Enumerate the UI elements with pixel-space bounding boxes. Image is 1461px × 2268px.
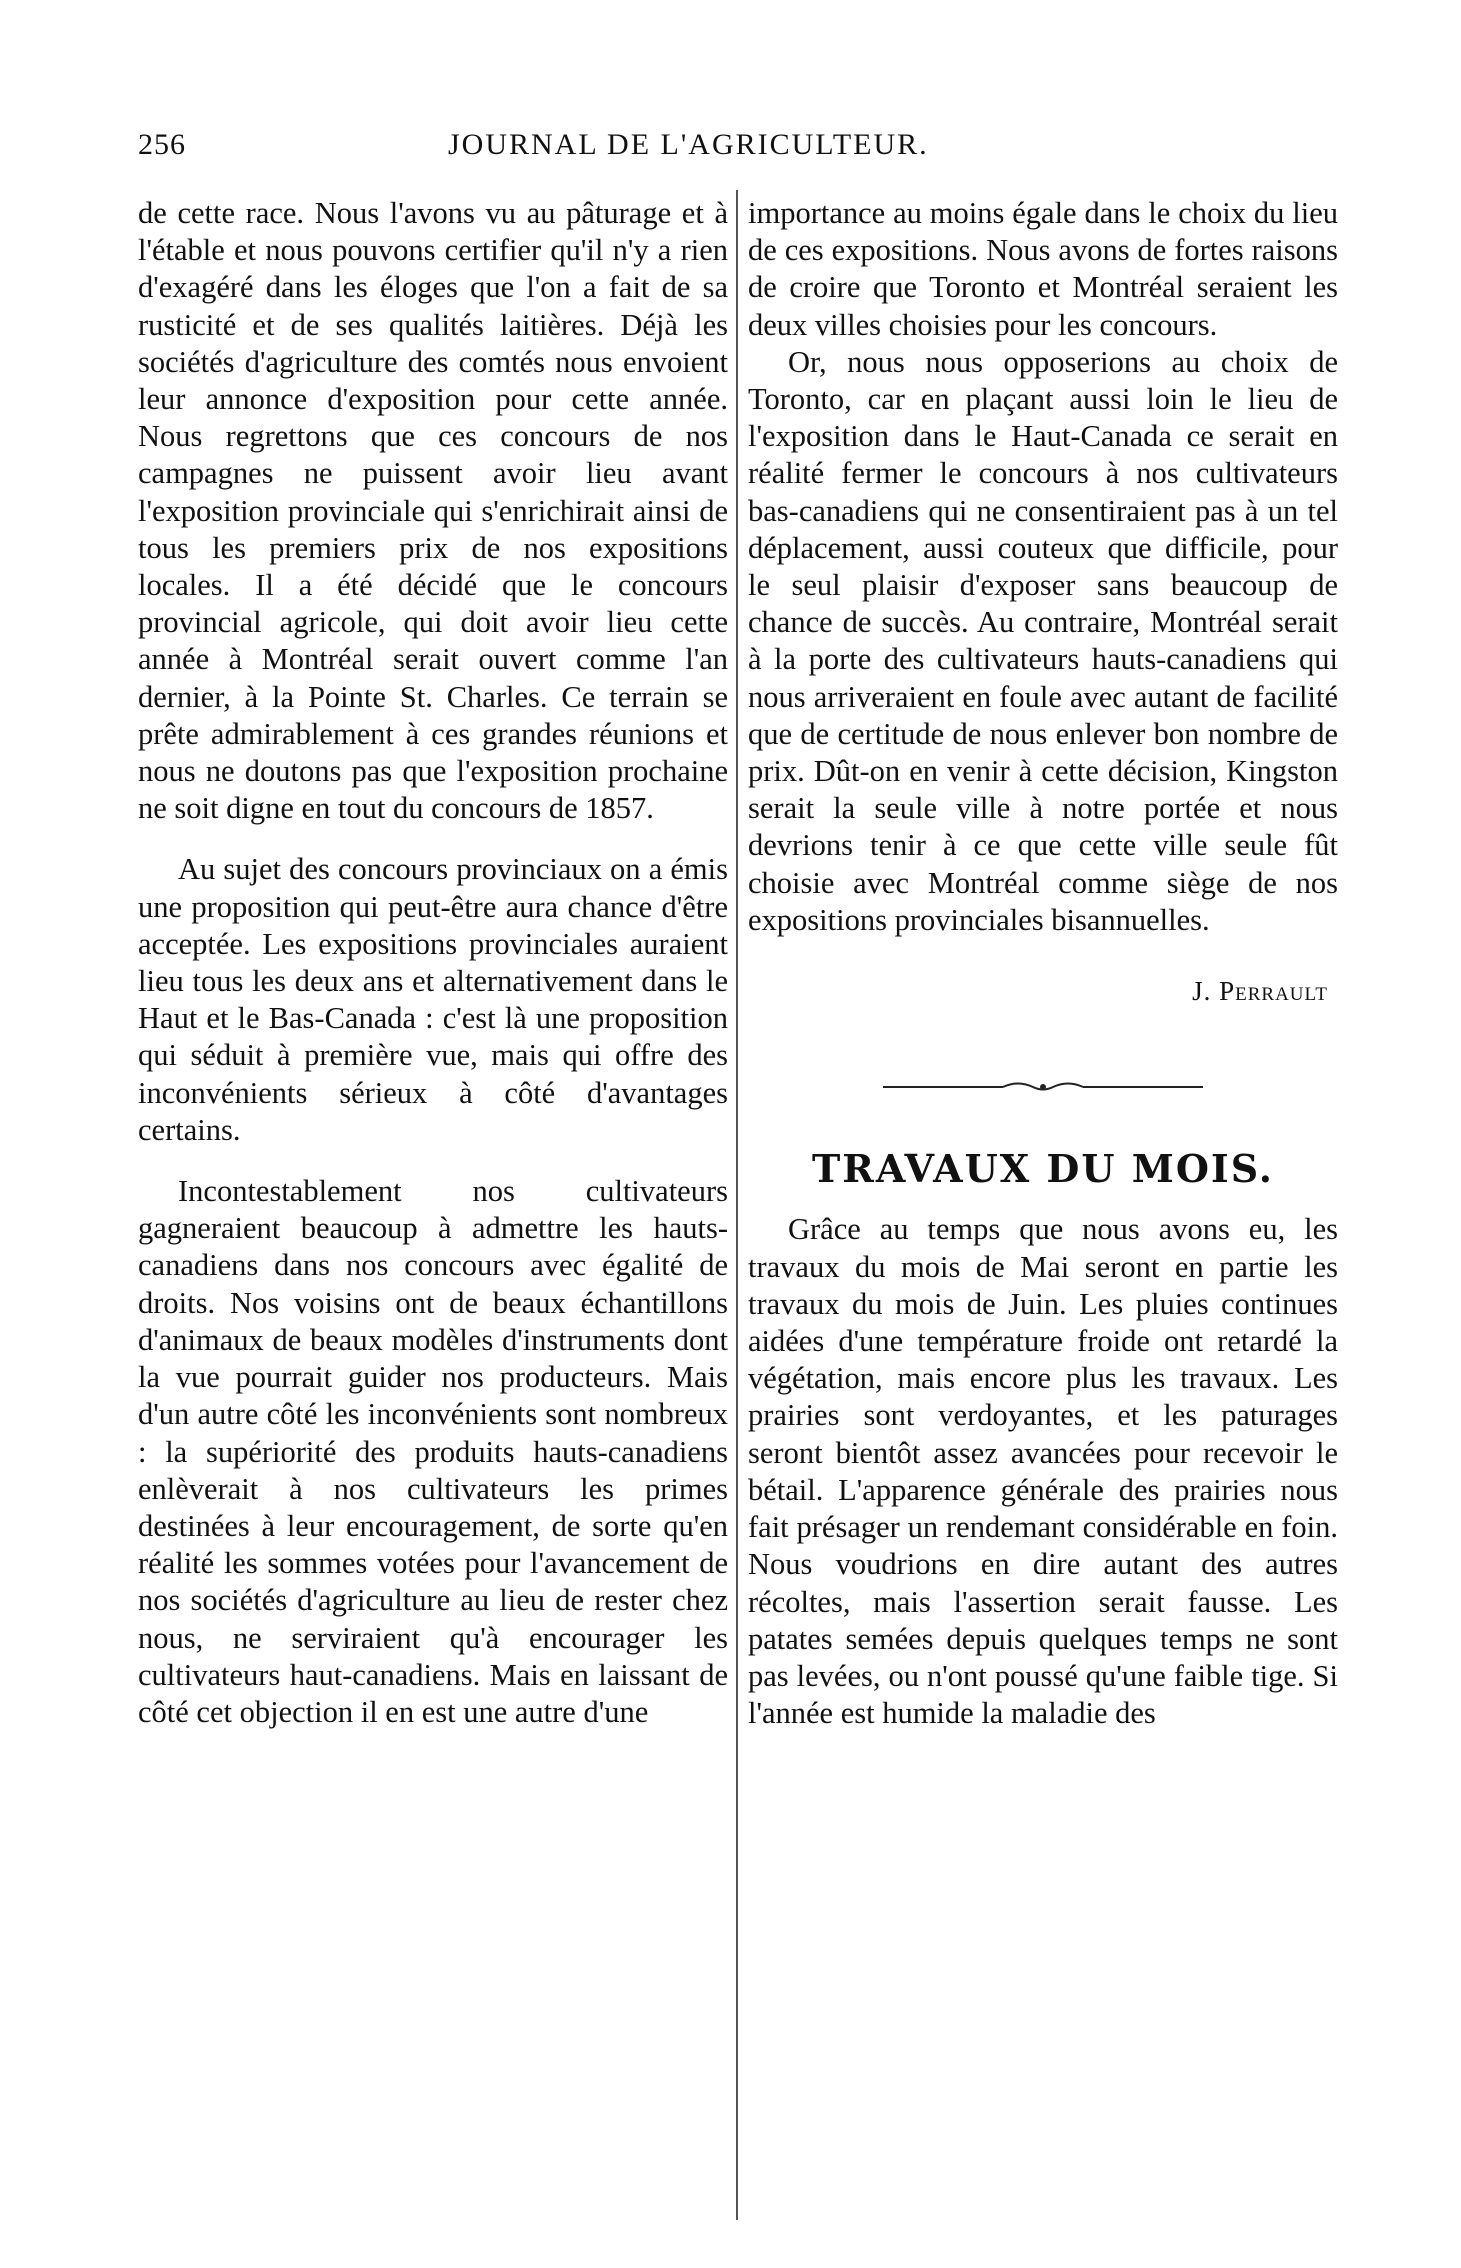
- ornamental-divider: [883, 1080, 1203, 1094]
- page-number: 256: [138, 128, 186, 161]
- section-heading: TRAVAUX DU MOIS.: [811, 1146, 1275, 1192]
- column-divider: [736, 190, 738, 2220]
- article-paragraph: importance au moins égale dans le choix du lieu de ces expositions. Nous avons de fortes raisons de croire que Toronto et Montréal seraient les deux villes choisies pour les concours.: [748, 196, 1338, 342]
- flourish-icon: [883, 1080, 1203, 1094]
- article-paragraph: Grâce au temps que nous avons eu, les travaux du mois de Mai seront en partie les travaux du mois de Juin. Les pluies continues aidées d'une température froide ont retardé la végétation, mais encore plus les travaux. Les prairies sont verdoyantes, et les paturages seront bientôt assez avancées pour recevoir le bétail. L'apparence générale des prairies nous fait présager un rendemant considérable en foin. Nous voudrions en dire autant des autres récoltes, mais l'assertion serait fausse. Les patates semées depuis quelques temps ne sont pas levées, ou n'ont poussé qu'une faible tige. Si l'année est humide la maladie des: [748, 1212, 1338, 1731]
- article-paragraph: Au sujet des concours provinciaux on a émis une proposition qui peut-être aura chance d'être acceptée. Les expositions provinciales auraient lieu tous les deux ans et alternativement dans le Haut et le Bas-Canada : c'est là une proposition qui séduit à première vue, mais qui offre des inconvénients sérieux à côté d'avantages certains.: [138, 852, 728, 1147]
- article-paragraph: Or, nous nous opposerions au choix de Toronto, car en plaçant aussi loin le lieu de l'exposition dans le Haut-Canada ce serait en réalité fermer le concours à nos cultivateurs bas-canadiens qui ne consentiraient pas à un tel déplacement, aussi couteux que difficile, pour le seul plaisir d'exposer sans beaucoup de chance de succès. Au contraire, Montréal serait à la porte des cultivateurs hauts-canadiens qui nous arriveraient en foule avec autant de facilité que de certitude de nous enlever bon nombre de prix. Dût-on en venir à cette décision, Kingston serait la seule ville à notre portée et nous devrions tenir à ce que cette ville seule fût choisie avec Montréal comme siège de nos expositions provinciales bisannuelles.: [748, 344, 1338, 937]
- article-paragraph: de cette race. Nous l'avons vu au pâturage et à l'étable et nous pouvons certifier qu'il n'y a rien d'exagéré dans les éloges que l'on a fait de sa rusticité et de ses qualités laitières. Déjà les sociétés d'agriculture des comtés nous envoient leur annonce d'exposition pour cette année. Nous regrettons que ces concours de nos campagnes ne puissent avoir lieu avant l'exposition provinciale qui s'enrichirait ainsi de tous les premiers prix de nos expositions locales. Il a été décidé que le concours provincial agricole, qui doit avoir lieu cette année à Montréal serait ouvert comme l'an dernier, à la Pointe St. Charles. Ce terrain se prête admirablement à ces grandes réunions et nous ne doutons pas que l'exposition prochaine ne soit digne en tout du concours de 1857.: [138, 196, 728, 826]
- article-paragraph: Incontestablement nos cultivateurs gagneraient beaucoup à admettre les hauts-canadiens dans nos concours avec égalité de droits. Nos voisins ont de beaux échantillons d'animaux de beaux modèles d'instruments dont la vue pourrait guider nos producteurs. Mais d'un autre côté les inconvénients sont nombreux : la supériorité des produits hauts-canadiens enlèverait à nos cultivateurs les primes destinées à leur encouragement, de sorte qu'en réalité les sommes votées pour l'avancement de nos sociétés d'agriculture au lieu de rester chez nous, ne serviraient qu'à encourager les cultivateurs haut-canadiens. Mais en laissant de côté cet objection il en est une autre d'une: [138, 1174, 728, 1729]
- right-column: [748, 195, 1338, 1732]
- left-column: [138, 195, 728, 1731]
- page-header: [138, 128, 1338, 176]
- running-title: JOURNAL DE L'AGRICULTEUR.: [448, 128, 929, 161]
- author-signature: J. Perrault: [1192, 976, 1328, 1007]
